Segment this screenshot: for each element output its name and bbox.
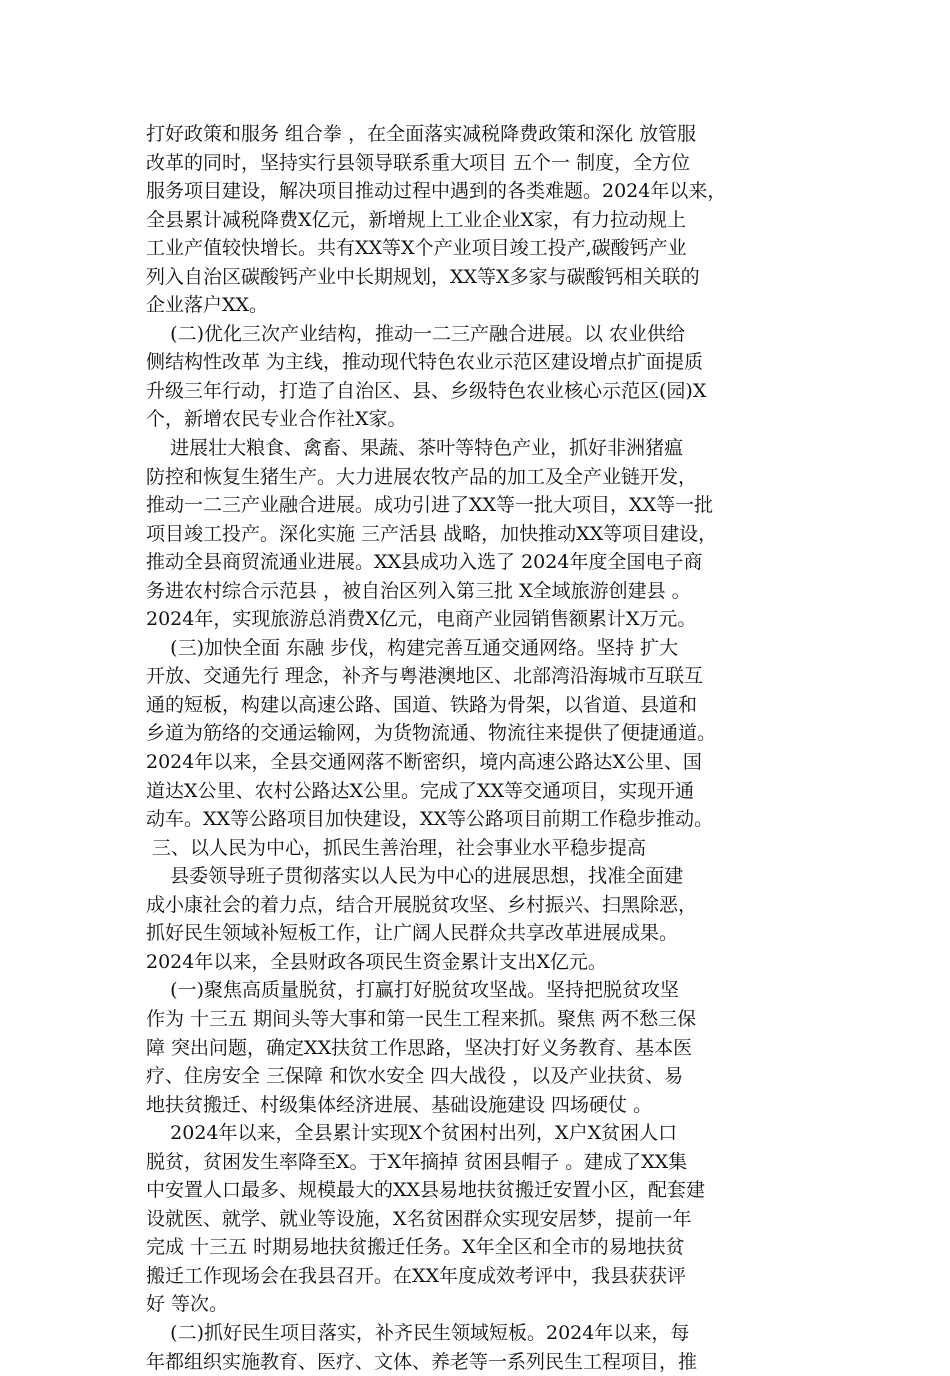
text-line: (三)加快全面 东融 步伐，构建完善互通交通网络。坚持 扩大 (146, 636, 679, 659)
text-line: 完成 十三五 时期易地扶贫搬迁任务。X年全区和全市的易地扶贫 (146, 1236, 685, 1259)
text-line: 侧结构性改革 为主线，推动现代特色农业示范区建设增点扩面提质 (146, 351, 704, 374)
text-line: 企业落户XX。 (146, 294, 269, 317)
text-line: 2024年以来，全县财政各项民生资金累计支出X亿元。 (146, 950, 607, 973)
text-line: 乡道为筋络的交通运输网，为货物流通、物流往来提供了便捷通道。 (146, 722, 717, 745)
text-line: 项目竣工投产。深化实施 三产活县 战略，加快推动XX等项目建设， (146, 522, 718, 545)
text-line: 搬迁工作现场会在我县召开。在XX年度成效考评中，我县获获评 (146, 1264, 687, 1287)
text-line: 列入自治区碳酸钙产业中长期规划，XX等X多家与碳酸钙相关联的 (146, 265, 700, 288)
text-line: 抓好民生领域补短板工作，让广阔人民群众共享改革进展成果。 (146, 922, 679, 945)
text-line: 防控和恢复生猪生产。大力进展农牧产品的加工及全产业链开发， (146, 465, 698, 488)
text-line: 三、以人民为中心，抓民生善治理，社会事业水平稳步提高 (146, 836, 647, 859)
text-line: 推动全县商贸流通业进展。XX县成功入选了 2024年度全国电子商 (146, 551, 703, 574)
text-line: 成小康社会的着力点，结合开展脱贫攻坚、乡村振兴、扫黑除恶， (146, 893, 698, 916)
text-line: 通的短板，构建以高速公路、国道、铁路为骨架，以省道、县道和 (146, 693, 698, 716)
text-line: 疗、住房安全 三保障 和饮水安全 四大战役 ，以及产业扶贫、易 (146, 1065, 684, 1088)
text-line: 服务项目建设，解决项目推动过程中遇到的各类难题。2024年以来， (146, 180, 727, 203)
text-line: 打好政策和服务 组合拳 ，在全面落实减税降费政策和深化 放管服 (146, 123, 697, 145)
text-line: 2024年以来，全县交通网落不断密织，境内高速公路达X公里、国 (146, 751, 702, 774)
text-line: 2024年以来，全县累计实现X个贫困村出列，X户X贫困人口 (146, 1122, 678, 1145)
text-line: 个，新增农民专业合作社X家。 (146, 408, 407, 431)
text-line: 动车。XX等公路项目加快建设，XX等公路项目前期工作稳步推动。 (146, 808, 714, 831)
document-body (146, 120, 806, 1376)
text-line: 年都组织实施教育、医疗、文体、养老等一系列民生工程项目，推 (146, 1350, 698, 1373)
text-line: 升级三年行动，打造了自治区、县、乡级特色农业核心示范区(园)X (146, 379, 707, 402)
text-line: (二)抓好民生项目落实，补齐民生领域短板。2024年以来，每 (146, 1321, 690, 1344)
text-line: (一)聚焦高质量脱贫，打赢打好脱贫攻坚战。坚持把脱贫攻坚 (146, 979, 679, 1002)
text-line: 全县累计减税降费X亿元，新增规上工业企业X家，有力拉动规上 (146, 208, 687, 231)
text-line: 开放、交通先行 理念，补齐与粤港澳地区、北部湾沿海城市互联互 (146, 665, 704, 688)
text-line: 道达X公里、农村公路达X公里。完成了XX等交通项目，实现开通 (146, 779, 695, 802)
text-line: 设就医、就学、就业等设施，X名贫困群众实现安居梦，提前一年 (146, 1207, 692, 1230)
text-line: 进展壮大粮食、禽畜、果蔬、茶叶等特色产业，抓好非洲猪瘟 (146, 437, 684, 460)
text-line: 地扶贫搬迁、村级集体经济进展、基础设施建设 四场硬仗 。 (146, 1093, 653, 1116)
text-line: 县委领导班子贯彻落实以人民为中心的进展思想，找准全面建 (146, 865, 684, 888)
text-line: 务进农村综合示范县 ，被自治区列入第三批 X全域旅游创建县 。 (146, 579, 691, 602)
text-line: 脱贫，贫困发生率降至X。于X年摘掉 贫困县帽子 。建成了XX集 (146, 1150, 688, 1173)
text-line: 障 突出问题，确定XX扶贫工作思路，坚决打好义务教育、基本医 (146, 1036, 693, 1059)
text-line: 好 等次。 (146, 1293, 229, 1316)
text-line: 作为 十三五 期间头等大事和第一民生工程来抓。聚焦 两不愁三保 (146, 1007, 697, 1030)
text-line: 中安置人口最多、规模最大的XX县易地扶贫搬迁安置小区，配套建 (146, 1179, 706, 1202)
text-line: 工业产值较快增长。共有XX等X个产业项目竣工投产,碳酸钙产业 (146, 237, 687, 260)
text-line: 2024年，实现旅游总消费X亿元，电商产业园销售额累计X万元。 (146, 608, 697, 631)
text-line: 改革的同时，坚持实行县领导联系重大项目 五个一 制度，全方位 (146, 151, 691, 174)
text-line: (二)优化三次产业结构，推动一二三产融合进展。以 农业供给 (146, 322, 686, 345)
text-line: 推动一二三产业融合进展。成功引进了XX等一批大项目，XX等一批 (146, 494, 714, 517)
